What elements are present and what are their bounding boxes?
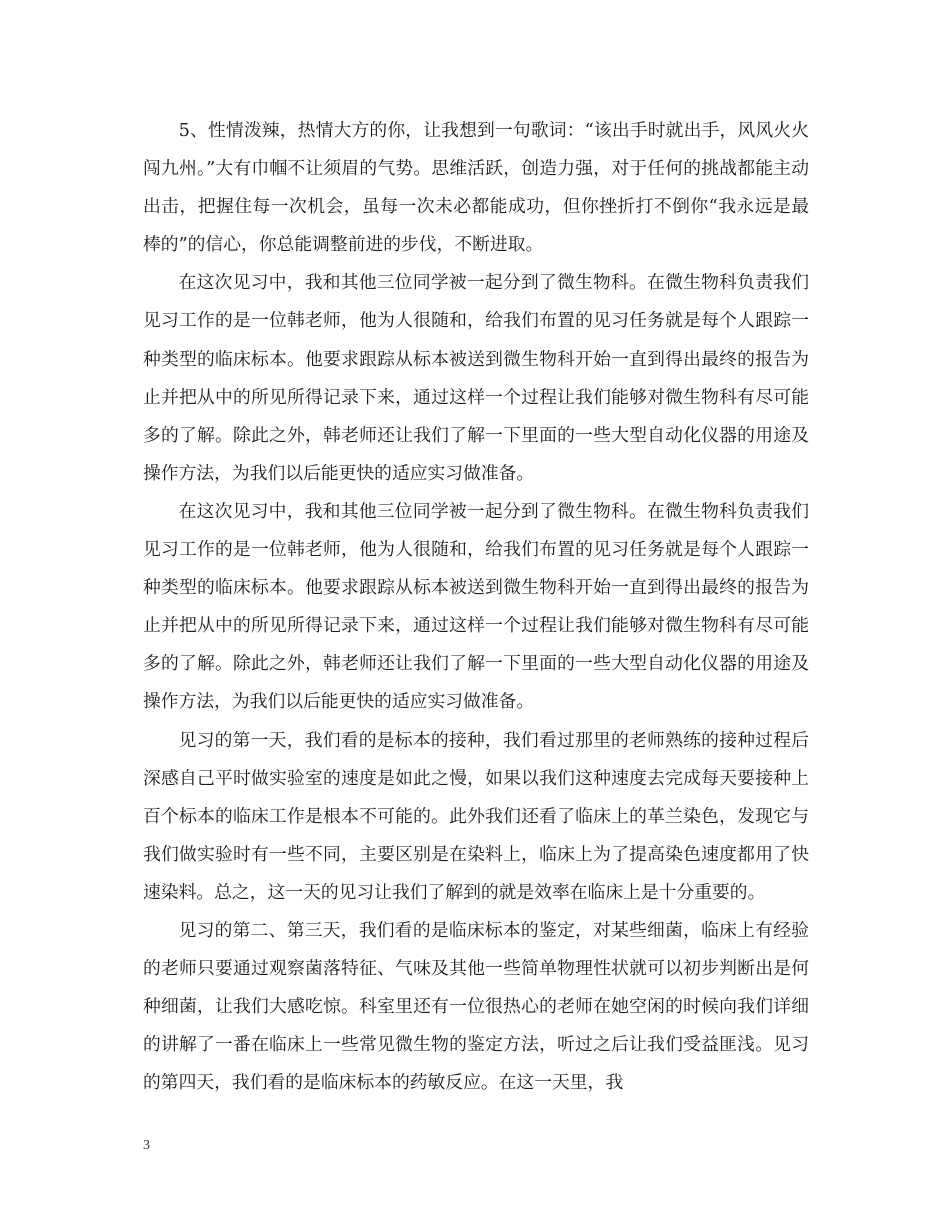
- body-text: [143, 112, 809, 1102]
- page-number: 3: [143, 1138, 150, 1153]
- paragraph-5: 见习的第二、第三天，我们看的是临床标本的鉴定，对某些细菌，临床上有经验的老师只要通过观察菌落特征、气味及其他一些简单物理性状就可以初步判断出是何种细菌，让我们大感吃惊。科室里还有一位很热心的老师在她空闲的时候向我们详细的讲解了一番在临床上一些常见微生物的鉴定方法，听过之后让我们受益匪浅。见习的第四天，我们看的是临床标本的药敏反应。在这一天里，我: [143, 919, 809, 1094]
- paragraph-1: 5、性情泼辣，热情大方的你，让我想到一句歌词：“该出手时就出手，风风火火闯九州。”大有巾帼不让须眉的气势。思维活跃，创造力强，对于任何的挑战都能主动出击，把握住每一次机会，虽每一次未必都能成功，但你挫折打不倒你“我永远是最棒的”的信心，你总能调整前进的步伐，不断进取。: [143, 120, 809, 256]
- paragraph-3: 在这次见习中，我和其他三位同学被一起分到了微生物科。在微生物科负责我们见习工作的是一位韩老师，他为人很随和，给我们布置的见习任务就是每个人跟踪一种类型的临床标本。他要求跟踪从标本被送到微生物科开始一直到得出最终的报告为止并把从中的所见所得记录下来，通过这样一个过程让我们能够对微生物科有尽可能多的了解。除此之外，韩老师还让我们了解一下里面的一些大型自动化仪器的用途及操作方法，为我们以后能更快的适应实习做准备。: [143, 500, 809, 713]
- paragraph-4: 见习的第一天，我们看的是标本的接种，我们看过那里的老师熟练的接种过程后深感自己平时做实验室的速度是如此之慢，如果以我们这种速度去完成每天要接种上百个标本的临床工作是根本不可能的。此外我们还看了临床上的革兰染色，发现它与我们做实验时有一些不同，主要区别是在染料上，临床上为了提高染色速度都用了快速染料。总之，这一天的见习让我们了解到的就是效率在临床上是十分重要的。: [143, 729, 809, 903]
- paragraph-2: 在这次见习中，我和其他三位同学被一起分到了微生物科。在微生物科负责我们见习工作的是一位韩老师，他为人很随和，给我们布置的见习任务就是每个人跟踪一种类型的临床标本。他要求跟踪从标本被送到微生物科开始一直到得出最终的报告为止并把从中的所见所得记录下来，通过这样一个过程让我们能够对微生物科有尽可能多的了解。除此之外，韩老师还让我们了解一下里面的一些大型自动化仪器的用途及操作方法，为我们以后能更快的适应实习做准备。: [143, 272, 809, 484]
